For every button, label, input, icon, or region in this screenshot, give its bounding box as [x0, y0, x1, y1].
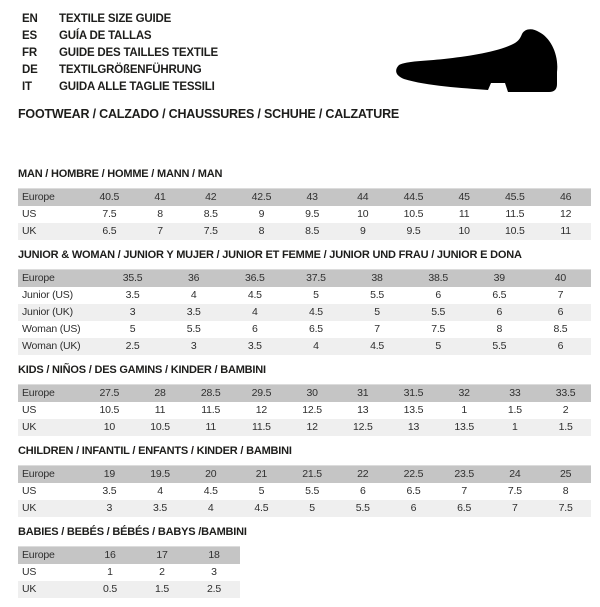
size-cell: 3.5	[163, 304, 224, 321]
row-label: US	[22, 566, 37, 578]
table-row	[18, 385, 591, 403]
language-row	[22, 62, 218, 79]
size-cell: 12.5	[302, 404, 322, 416]
section-title: BABIES / BEBÉS / BÉBÉS / BABYS /BAMBINI	[18, 526, 247, 538]
size-cell: 5.5	[337, 500, 388, 517]
size-cell: 12	[559, 208, 572, 220]
size-cell: 29.5	[236, 385, 287, 403]
size-cell: 13.5	[403, 404, 424, 416]
size-cell: 4.5	[285, 304, 346, 321]
table-row	[18, 304, 591, 321]
language-code: IT	[22, 81, 32, 93]
size-sections	[18, 168, 591, 607]
size-cell: 7	[461, 485, 467, 497]
size-cell: 10.5	[135, 419, 186, 436]
size-cell: 6	[251, 323, 258, 335]
row-label: UK	[18, 223, 84, 240]
size-section	[18, 364, 591, 436]
size-cell: 31.5	[388, 385, 439, 403]
size-cell: 37.5	[285, 270, 346, 288]
size-cell: 5	[408, 338, 469, 355]
size-cell: 8.5	[203, 208, 218, 220]
size-cell: 7.5	[540, 500, 591, 517]
size-cell: 7.5	[102, 208, 117, 220]
size-cell: 41	[135, 189, 186, 207]
size-cell: 6.5	[308, 323, 323, 335]
size-cell: 32	[439, 385, 490, 403]
size-cell: 6	[388, 500, 439, 517]
size-cell: 6.5	[84, 223, 135, 240]
row-label: UK	[18, 419, 84, 436]
row-label: UK	[18, 500, 84, 517]
size-cell: 8.5	[287, 223, 338, 240]
size-table	[18, 546, 240, 598]
size-cell: 38.5	[408, 270, 469, 288]
size-cell: 39	[469, 270, 530, 288]
size-cell: 45.5	[490, 189, 541, 207]
row-label: Junior (US)	[22, 289, 73, 301]
size-table	[18, 384, 591, 436]
size-cell: 25	[540, 466, 591, 484]
size-cell: 36.5	[224, 270, 285, 288]
size-cell: 19	[84, 466, 135, 484]
size-cell: 35.5	[102, 270, 163, 288]
size-cell: 3.5	[135, 500, 186, 517]
size-cell: 4	[190, 289, 197, 301]
size-cell: 6	[435, 289, 441, 301]
size-cell: 30	[287, 385, 338, 403]
size-cell: 13	[388, 419, 439, 436]
size-cell: 5	[347, 304, 408, 321]
size-cell: 13.5	[439, 419, 490, 436]
size-cell: 7.5	[507, 485, 522, 497]
size-cell: 2.5	[102, 338, 163, 355]
size-cell: 11.5	[201, 404, 221, 416]
section-title: KIDS / NIÑOS / DES GAMINS / KINDER / BAMBINI	[18, 364, 266, 376]
size-cell: 7	[374, 323, 380, 335]
size-cell: 38	[347, 270, 408, 288]
size-cell: 27.5	[84, 385, 135, 403]
size-cell: 4	[224, 304, 285, 321]
row-label: Europe	[18, 547, 84, 565]
section-title: MAN / HOMBRE / HOMME / MANN / MAN	[18, 168, 223, 180]
size-cell: 9	[258, 208, 265, 220]
size-section	[18, 526, 591, 598]
size-cell: 4.5	[236, 500, 287, 517]
language-code: DE	[22, 64, 38, 76]
size-cell: 3	[163, 338, 224, 355]
size-cell: 21	[236, 466, 287, 484]
table-row	[18, 189, 591, 207]
size-cell: 0.5	[84, 581, 136, 598]
size-cell: 4	[285, 338, 346, 355]
size-cell: 9	[337, 223, 388, 240]
table-row	[18, 483, 591, 500]
size-cell: 2	[159, 566, 165, 578]
table-row	[18, 419, 591, 436]
language-row	[22, 45, 218, 62]
size-cell: 3.5	[224, 338, 285, 355]
size-section	[18, 249, 591, 355]
size-cell: 4.5	[347, 338, 408, 355]
size-table	[18, 465, 591, 517]
size-cell: 20	[185, 466, 236, 484]
language-label: GUIDA ALLE TAGLIE TESSILI	[59, 81, 215, 93]
size-cell: 10.5	[490, 223, 541, 240]
size-cell: 36	[163, 270, 224, 288]
table-row	[18, 287, 591, 304]
table-row	[18, 564, 240, 581]
size-cell: 6.5	[406, 485, 421, 497]
language-label: GUIDE DES TAILLES TEXTILE	[59, 47, 218, 59]
size-table	[18, 188, 591, 240]
size-cell: 12	[255, 404, 268, 416]
size-cell: 6.5	[492, 289, 507, 301]
language-label: GUÍA DE TALLAS	[59, 30, 152, 42]
table-row	[18, 500, 591, 517]
table-row	[18, 206, 591, 223]
language-code: EN	[22, 13, 38, 25]
size-cell: 42.5	[236, 189, 287, 207]
size-cell: 43	[287, 189, 338, 207]
row-label: Junior (UK)	[18, 304, 102, 321]
size-cell: 8.5	[553, 323, 568, 335]
size-cell: 28	[135, 385, 186, 403]
size-cell: 7.5	[185, 223, 236, 240]
size-cell: 46	[540, 189, 591, 207]
size-cell: 5	[129, 323, 136, 335]
size-cell: 1.5	[507, 404, 522, 416]
section-title: JUNIOR & WOMAN / JUNIOR Y MUJER / JUNIOR ET FEMME / JUNIOR UND FRAU / JUNIOR E DONA	[18, 249, 522, 261]
row-label: US	[22, 404, 37, 416]
size-cell: 40.5	[84, 189, 135, 207]
size-cell: 5.5	[408, 304, 469, 321]
size-cell: 23.5	[439, 466, 490, 484]
size-cell: 40	[530, 270, 591, 288]
language-label: TEXTILGRÖßENFÜHRUNG	[59, 64, 202, 76]
table-row	[18, 270, 591, 288]
row-label: US	[22, 208, 37, 220]
size-cell: 8	[236, 223, 287, 240]
language-code: FR	[22, 47, 37, 59]
size-cell: 11	[540, 223, 591, 240]
size-section	[18, 445, 591, 517]
table-row	[18, 223, 591, 240]
size-cell: 5	[258, 485, 265, 497]
size-cell: 3	[211, 566, 217, 578]
size-cell: 10	[439, 223, 490, 240]
size-cell: 6	[359, 485, 366, 497]
size-cell: 1.5	[136, 581, 188, 598]
size-cell: 11.5	[236, 419, 287, 436]
table-row	[18, 402, 591, 419]
dress-shoe-icon	[392, 24, 578, 97]
size-cell: 4	[157, 485, 163, 497]
size-cell: 3.5	[102, 485, 117, 497]
size-cell: 44	[337, 189, 388, 207]
size-cell: 8	[496, 323, 503, 335]
size-cell: 11	[458, 208, 470, 220]
size-cell: 6	[530, 338, 591, 355]
size-cell: 2.5	[188, 581, 240, 598]
size-cell: 10.5	[403, 208, 424, 220]
table-row	[18, 321, 591, 338]
language-row	[22, 79, 218, 96]
table-row	[18, 581, 240, 598]
size-cell: 7	[490, 500, 541, 517]
size-cell: 10	[357, 208, 369, 220]
size-cell: 6	[469, 304, 530, 321]
size-cell: 11.5	[505, 208, 525, 220]
size-cell: 31	[337, 385, 388, 403]
size-cell: 3	[84, 500, 135, 517]
size-cell: 21.5	[287, 466, 338, 484]
language-label: TEXTILE SIZE GUIDE	[59, 13, 172, 25]
size-cell: 9.5	[305, 208, 320, 220]
size-cell: 18	[188, 547, 240, 565]
size-cell: 4.5	[203, 485, 218, 497]
size-cell: 28.5	[185, 385, 236, 403]
size-cell: 5.5	[186, 323, 201, 335]
size-cell: 33.5	[540, 385, 591, 403]
size-cell: 33	[490, 385, 541, 403]
size-cell: 7	[135, 223, 186, 240]
language-row	[22, 11, 218, 28]
size-cell: 2	[562, 404, 569, 416]
size-cell: 45	[439, 189, 490, 207]
size-cell: 42	[185, 189, 236, 207]
size-section	[18, 168, 591, 240]
size-cell: 7	[557, 289, 564, 301]
size-cell: 5.5	[305, 485, 320, 497]
row-label: Woman (US)	[22, 323, 81, 335]
size-cell: 1	[490, 419, 541, 436]
size-cell: 10.5	[99, 404, 120, 416]
row-label: US	[22, 485, 37, 497]
size-cell: 9.5	[388, 223, 439, 240]
size-cell: 6.5	[439, 500, 490, 517]
size-cell: 12.5	[337, 419, 388, 436]
size-cell: 5.5	[370, 289, 385, 301]
size-cell: 5	[313, 289, 319, 301]
section-title: CHILDREN / INFANTIL / ENFANTS / KINDER / BAMBINI	[18, 445, 292, 457]
size-cell: 1	[461, 404, 467, 416]
size-cell: 6	[530, 304, 591, 321]
size-cell: 3.5	[125, 289, 140, 301]
size-cell: 3	[102, 304, 163, 321]
row-label: Europe	[18, 189, 84, 207]
size-cell: 13	[357, 404, 369, 416]
size-cell: 8	[157, 208, 163, 220]
language-row	[22, 28, 218, 45]
row-label: UK	[18, 581, 84, 598]
row-label: Woman (UK)	[18, 338, 102, 355]
table-row	[18, 547, 240, 565]
language-header	[22, 11, 218, 96]
size-cell: 7.5	[431, 323, 446, 335]
size-cell: 22.5	[388, 466, 439, 484]
size-cell: 10	[84, 419, 135, 436]
size-cell: 1.5	[540, 419, 591, 436]
category-title: FOOTWEAR / CALZADO / CHAUSSURES / SCHUHE / CALZATURE	[18, 107, 400, 121]
size-table	[18, 269, 591, 355]
size-cell: 1	[107, 566, 113, 578]
size-cell: 12	[287, 419, 338, 436]
table-row	[18, 466, 591, 484]
size-cell: 16	[84, 547, 136, 565]
size-cell: 17	[136, 547, 188, 565]
size-cell: 44.5	[388, 189, 439, 207]
size-cell: 4	[185, 500, 236, 517]
size-cell: 11	[185, 419, 236, 436]
size-cell: 5	[287, 500, 338, 517]
size-cell: 19.5	[135, 466, 186, 484]
size-cell: 8	[562, 485, 569, 497]
row-label: Europe	[18, 385, 84, 403]
size-cell: 11	[154, 404, 166, 416]
row-label: Europe	[18, 466, 84, 484]
size-cell: 4.5	[247, 289, 262, 301]
size-cell: 24	[490, 466, 541, 484]
size-cell: 22	[337, 466, 388, 484]
table-row	[18, 338, 591, 355]
size-cell: 5.5	[469, 338, 530, 355]
language-code: ES	[22, 30, 37, 42]
row-label: Europe	[18, 270, 102, 288]
